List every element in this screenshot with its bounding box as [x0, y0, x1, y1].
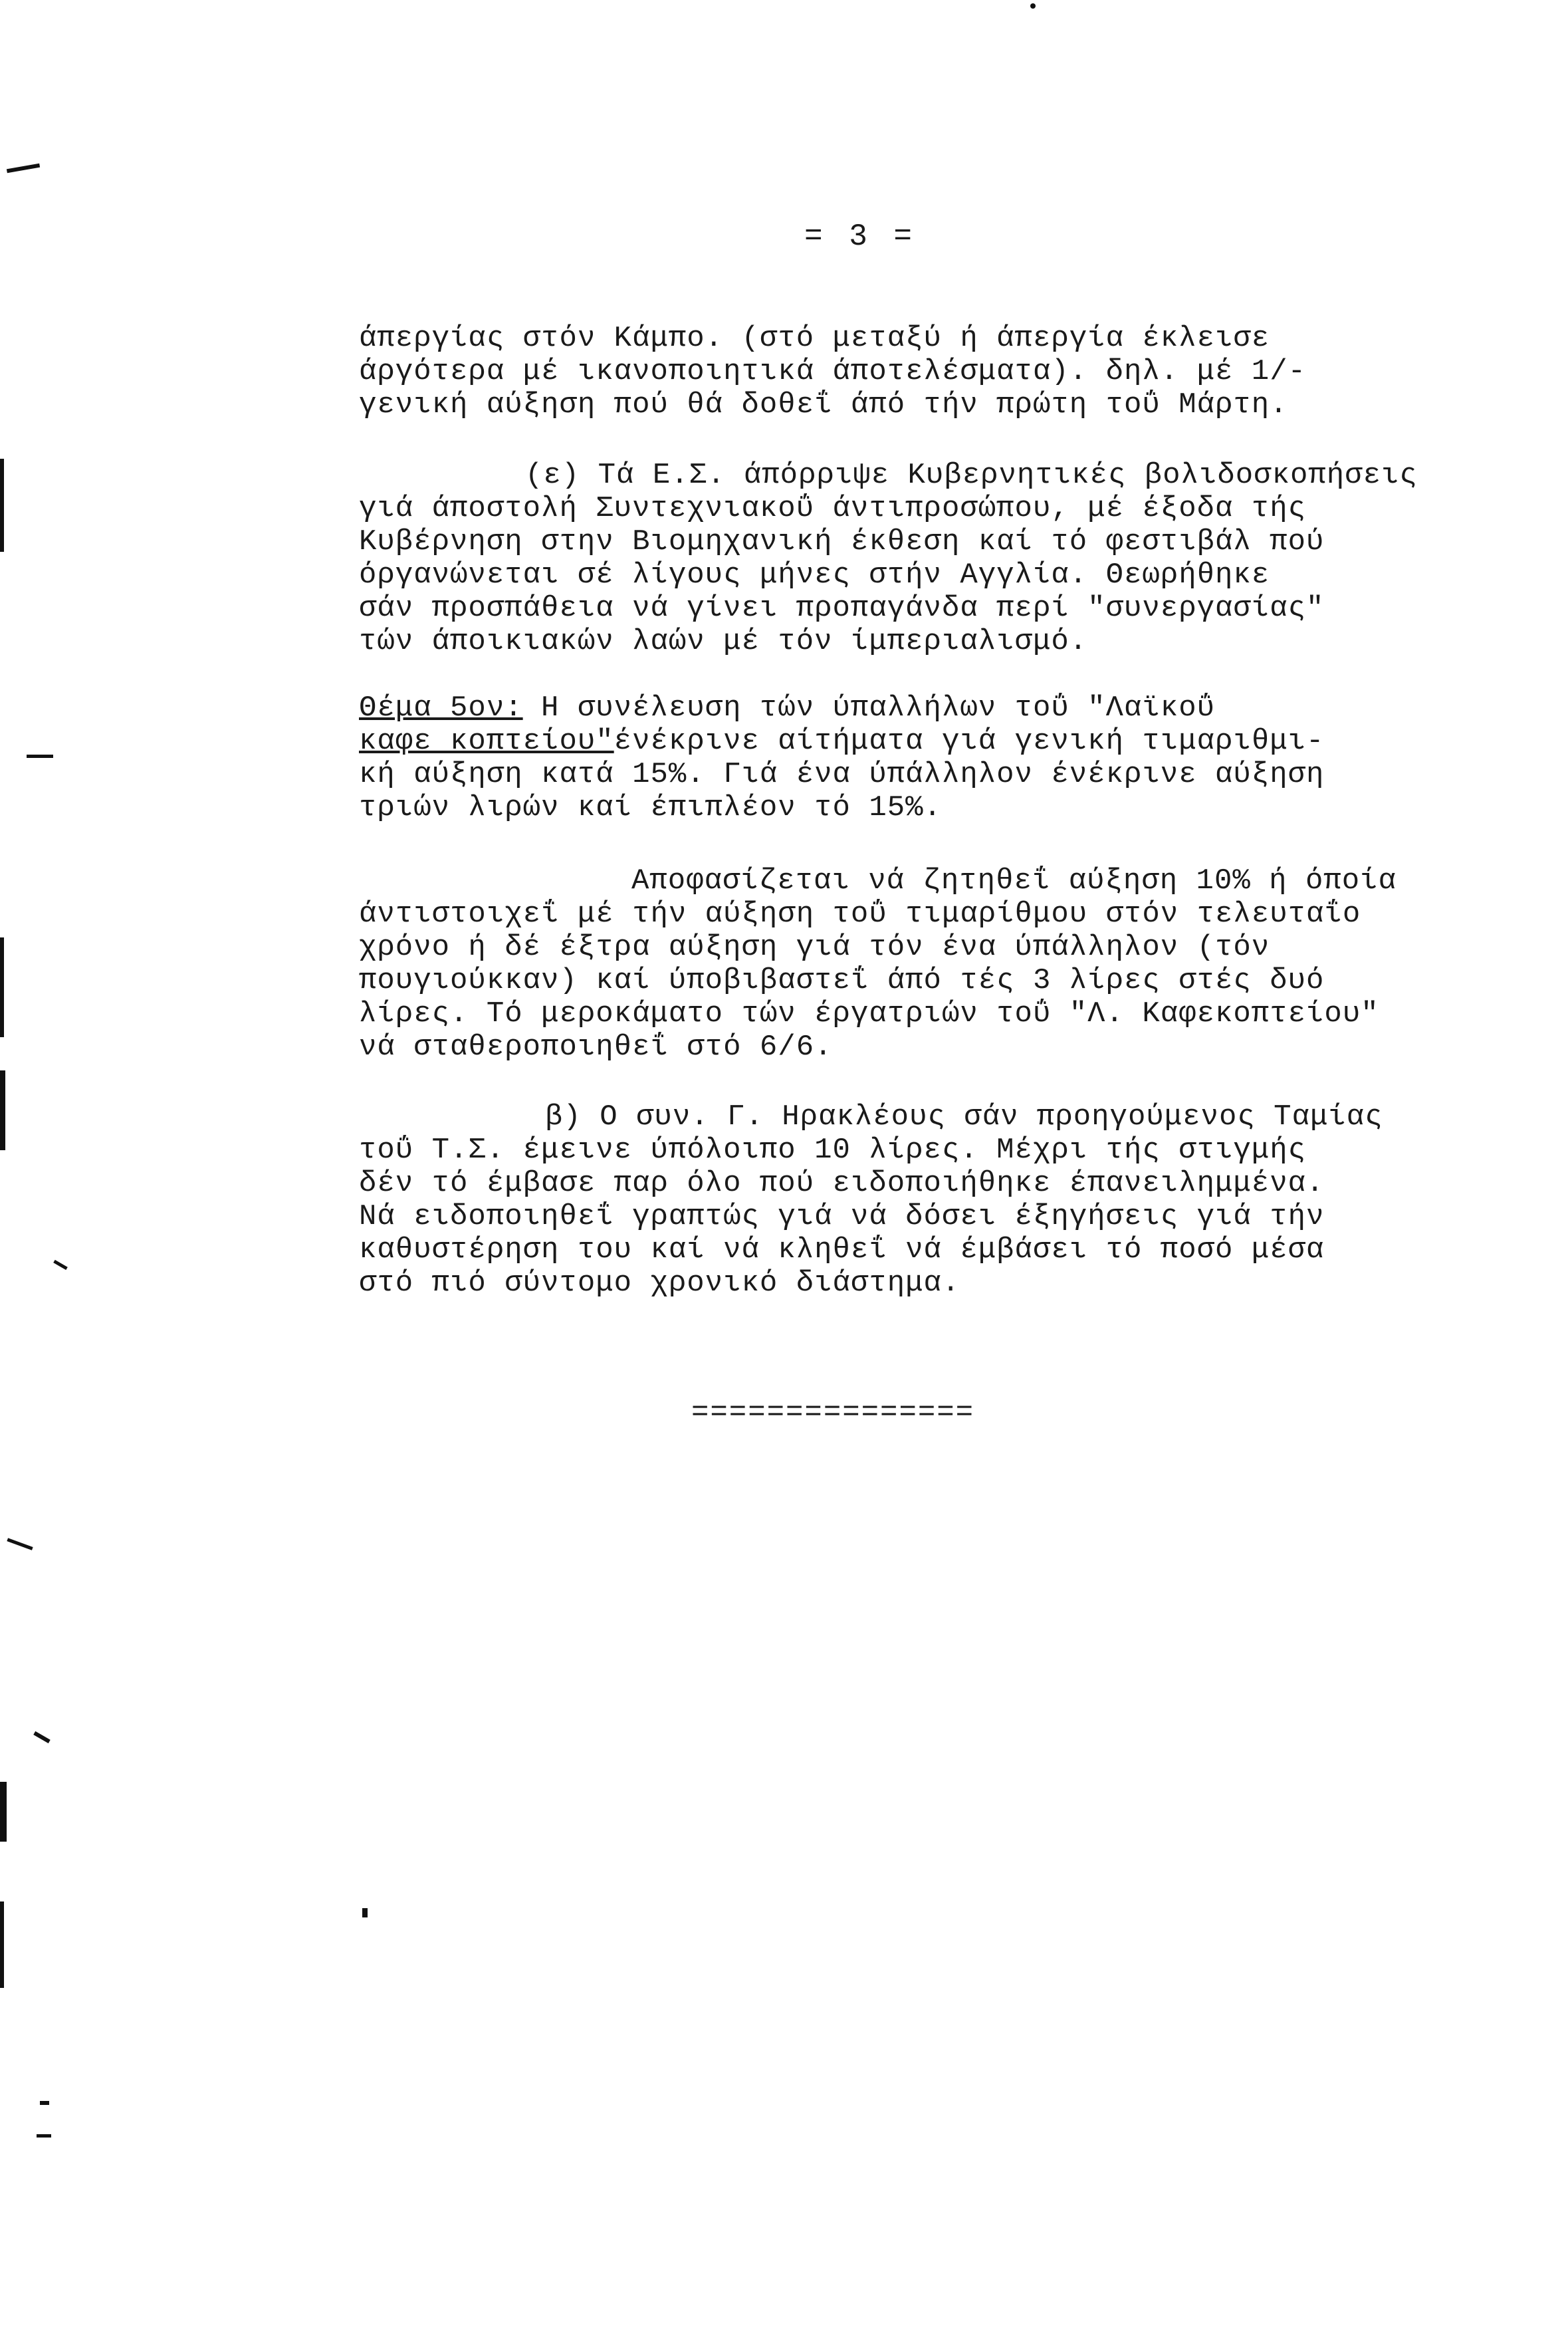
- scan-mark: [0, 1901, 4, 1988]
- scan-mark: [362, 1908, 368, 1917]
- topic-heading: Θέμα 5ον:: [359, 691, 523, 725]
- p3-line-2-underlined: καφε κοπτείου": [359, 725, 614, 758]
- p5-line-5: καθυστέρηση του καί νά κληθεΐ νά έμβάσει τό ποσό μέσα: [359, 1233, 1325, 1267]
- p4-line-4: πουγιούκκαν) καί ύποβιβαστεΐ άπό τές 3 λίρες στές δυό: [359, 964, 1325, 997]
- scan-mark: [1030, 3, 1036, 9]
- p2-line-5: σάν προσπάθεια νά γίνει προπαγάνδα περί "συνεργασίας": [359, 592, 1325, 625]
- p5-line-3: δέν τό έμβασε παρ όλο πού ειδοποιήθηκε έπανειλημμένα.: [359, 1167, 1325, 1200]
- p5-line-1: β) Ο συν. Γ. Ηρακλέους σάν προηγούμενος Ταμίας: [545, 1100, 1383, 1134]
- p3-line-2-rest: ένέκρινε αίτήματα γιά γενική τιμαριθμι-: [614, 725, 1325, 758]
- p1-line-1: άπεργίας στόν Κάμπο. (στό μεταξύ ή άπεργία έκλεισε: [359, 322, 1270, 355]
- p5-line-6: στό πιό σύντομο χρονικό διάστημα.: [359, 1267, 960, 1300]
- scan-mark: [0, 937, 4, 1037]
- p2-line-3: Κυβέρνηση στην Βιομηχανική έκθεση καί τό φεστιβάλ πού: [359, 525, 1325, 558]
- scan-mark: [53, 1260, 68, 1270]
- scan-mark: [27, 755, 53, 758]
- scan-mark: [33, 1731, 51, 1743]
- scan-mark: [40, 2101, 49, 2105]
- scan-mark: [7, 1538, 33, 1550]
- p3-line-3: κή αύξηση κατά 15%. Γιά ένα ύπάλληλον ένέκρινε αύξηση: [359, 758, 1325, 791]
- scan-mark: [37, 2134, 51, 2138]
- p5-line-4: Νά ειδοποιηθεΐ γραπτώς γιά νά δόσει έξηγήσεις γιά τήν: [359, 1200, 1325, 1233]
- p4-line-3: χρόνο ή δέ έξτρα αύξηση γιά τόν ένα ύπάλληλον (τόν: [359, 931, 1270, 964]
- p5-line-2: τοΰ Τ.Σ. έμεινε ύπόλοιπο 10 λίρες. Μέχρι τής στιγμής: [359, 1134, 1307, 1167]
- scan-mark: [7, 164, 40, 174]
- p3-line-2: [359, 725, 1324, 758]
- scan-mark: [0, 1070, 5, 1150]
- p4-line-2: άντιστοιχεΐ μέ τήν αύξηση τοΰ τιμαρίθμου στόν τελευταΐο: [359, 898, 1361, 931]
- p2-line-2: γιά άποστολή Συντεχνιακοΰ άντιπροσώπου, μέ έξοδα τής: [359, 492, 1307, 525]
- p1-line-3: γενική αύξηση πού θά δοθεΐ άπό τήν πρώτη τοΰ Μάρτη.: [359, 388, 1288, 422]
- p2-line-6: τών άποικιακών λαών μέ τόν ίμπεριαλισμό.: [359, 625, 1088, 658]
- p4-line-6: νά σταθεροποιηθεΐ στό 6/6.: [359, 1031, 833, 1064]
- p3-line-1: [359, 691, 1215, 725]
- p4-line-5: λίρες. Τό μεροκάματο τών έργατριών τοΰ "Λ. Καφεκοπτείου": [359, 997, 1379, 1031]
- p1-line-2: άργότερα μέ ικανοποιητικά άποτελέσματα). δηλ. μέ 1/-: [359, 355, 1307, 388]
- scan-mark: [0, 459, 4, 552]
- scan-mark: [0, 1782, 7, 1842]
- p3-line-1-rest: Η συνέλευση τών ύπαλλήλων τοΰ "Λαϊκοΰ: [522, 691, 1216, 725]
- p3-line-4: τριών λιρών καί έπιπλέον τό 15%.: [359, 791, 942, 824]
- page-number: = 3 =: [804, 219, 917, 254]
- p2-line-1: (ε) Τά Ε.Σ. άπόρριψε Κυβερνητικές βολιδοσκοπήσεις: [525, 459, 1418, 492]
- p2-line-4: όργανώνεται σέ λίγους μήνες στήν Αγγλία. Θεωρήθηκε: [359, 558, 1270, 592]
- section-separator: ===============: [691, 1396, 975, 1429]
- p4-line-1: Αποφασίζεται νά ζητηθεΐ αύξηση 10% ή όποία: [631, 864, 1397, 898]
